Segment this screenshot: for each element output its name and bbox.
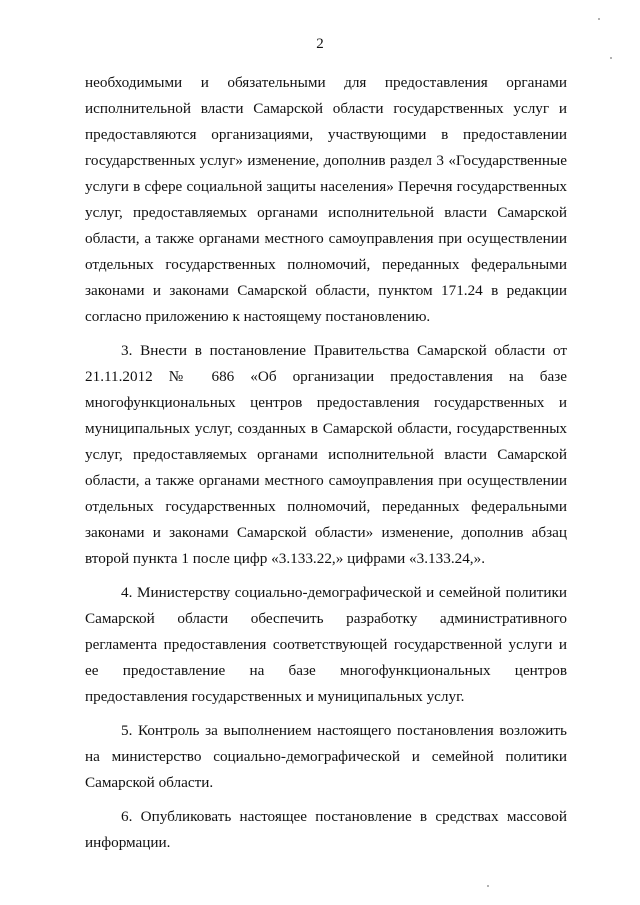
paragraph-item-5: 5. Контроль за выполнением настоящего постановления возложить на министерство социально-демографической и семейной политики Самарской области.	[85, 722, 567, 791]
paragraph-item-6: 6. Опубликовать настоящее постановление в средствах массовой информации.	[85, 808, 567, 851]
page-number: 2	[316, 36, 324, 52]
paragraph-item-3: 3. Внести в постановление Правительства Самарской области от 21.11.2012 № 686 «Об организации предоставления на базе многофункциональных центров предоставления государственных и муниципальных услуг, созданных в Самарской области, государственных услуг, предоставляемых органами исполнительной власти Самарской области, а также органами местного самоуправления при осуществлении отдельных государственных полномочий, переданных федеральными законами и законами Самарской области» изменение, дополнив абзац второй пункта 1 после цифр «3.133.22,» цифрами «3.133.24,».	[85, 342, 567, 567]
paragraph-item-4: 4. Министерству социально-демографической и семейной политики Самарской области обеспечить разработку административного регламента предоставления соответствующей государственной услуги и ее предоставление на базе многофункциональных центров предоставления государственных и муниципальных услуг.	[85, 584, 567, 705]
scan-speck	[598, 18, 600, 20]
scan-speck	[487, 885, 489, 887]
document-body	[85, 70, 567, 856]
scan-speck	[610, 57, 612, 59]
paragraph-continuation: необходимыми и обязательными для предоставления органами исполнительной власти Самарской области государственных услуг и предоставляются организациями, участвующими в предоставлении государственных услуг» изменение, дополнив раздел 3 «Государственные услуги в сфере социальной защиты населения» Перечня государственных услуг, предоставляемых органами исполнительной власти Самарской области, а также органами местного самоуправления при осуществлении отдельных государственных полномочий, переданных федеральными законами и законами Самарской области, пунктом 171.24 в редакции согласно приложению к настоящему постановлению.	[85, 74, 567, 325]
